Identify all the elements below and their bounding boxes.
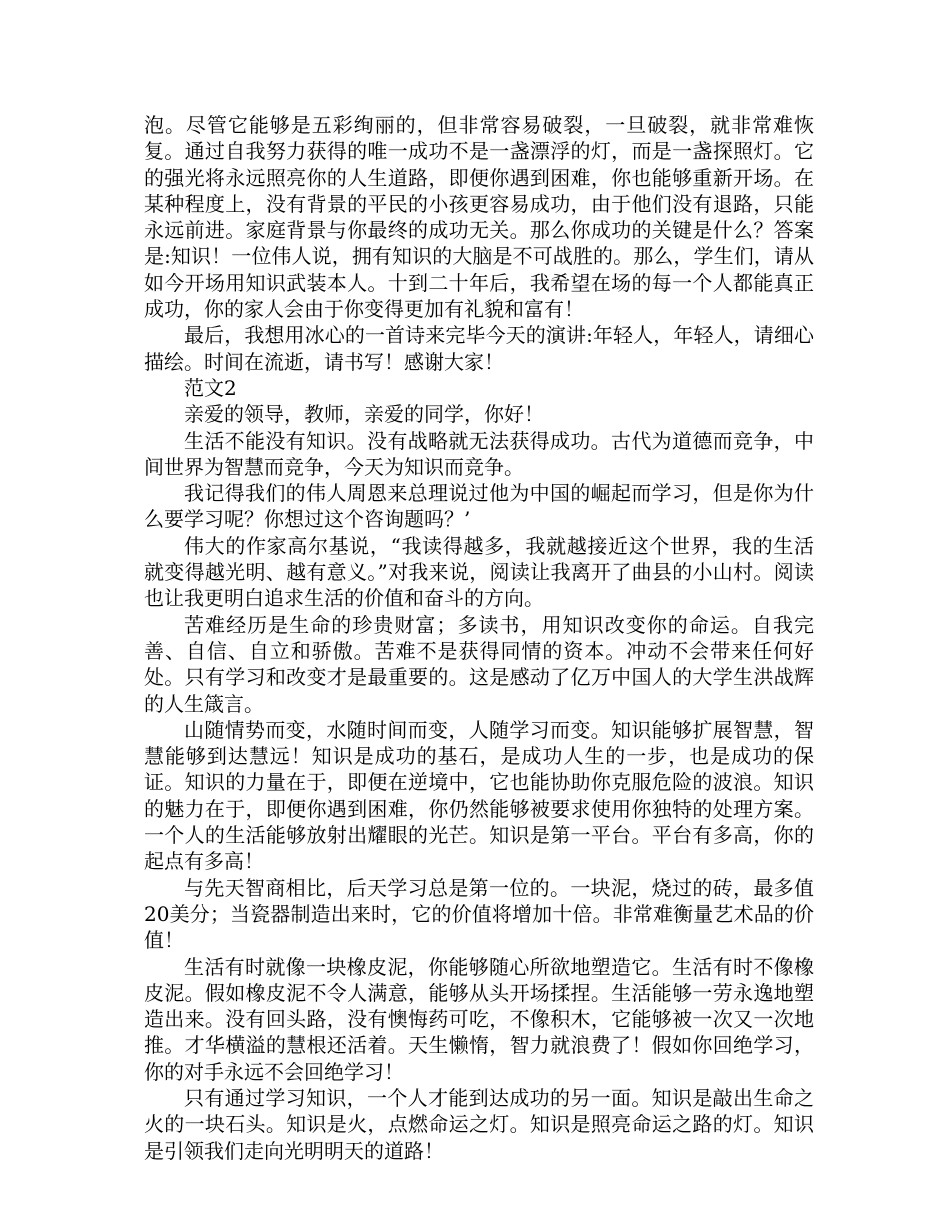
paragraph: 山随情势而变，水随时间而变，人随学习而变。知识能够扩展智慧，智慧能够到达慧远！知识是成功的基石，是成功人生的一步，也是成功的保证。知识的力量在于，即便在逆境中，它也能协助你克服危险的波浪。知识的魅力在于，即便你遇到困难，你仍然能够被要求使用你独特的处理方案。一个人的生活能够放射出耀眼的光芒。知识是第一平台。平台有多高，你的起点有多高！	[144, 717, 814, 874]
paragraph: 与先天智商相比，后天学习总是第一位的。一块泥，烧过的砖，最多值20美分；当瓷器制造出来时，它的价值将增加十倍。非常难衡量艺术品的价值！	[144, 875, 814, 953]
paragraph: 只有通过学习知识，一个人才能到达成功的另一面。知识是敲出生命之火的一块石头。知识是火，点燃命运之灯。知识是照亮命运之路的灯。知识是引领我们走向光明明天的道路！	[144, 1085, 814, 1163]
greeting: 亲爱的领导，教师，亲爱的同学，你好！	[184, 402, 544, 427]
document-body	[144, 112, 814, 1164]
paragraph: 生活有时就像一块橡皮泥，你能够随心所欲地塑造它。生活有时不像橡皮泥。假如橡皮泥不令人满意，能够从头开场揉捏。生活能够一劳永逸地塑造出来。没有回头路，没有懊悔药可吃，不像积木，它能够被一次又一次地推。才华横溢的慧根还活着。天生懒惰，智力就浪费了！假如你回绝学习，你的对手永远不会回绝学习！	[144, 954, 814, 1084]
paragraph: 伟大的作家高尔基说，“我读得越多，我就越接近这个世界，我的生活就变得越光明、越有意义。”对我来说，阅读让我离开了曲县的小山村。阅读也让我更明白追求生活的价值和奋斗的方向。	[144, 533, 814, 611]
paragraph: 泡。尽管它能够是五彩绚丽的，但非常容易破裂，一旦破裂，就非常难恢复。通过自我努力获得的唯一成功不是一盏漂浮的灯，而是一盏探照灯。它的强光将永远照亮你的人生道路，即便你遇到困难，你也能够重新开场。在某种程度上，没有背景的平民的小孩更容易成功，由于他们没有退路，只能永远前进。家庭背景与你最终的成功无关。那么你成功的关键是什么？答案是:知识！一位伟人说，拥有知识的大脑是不可战胜的。那么，学生们，请从如今开场用知识武装本人。十到二十年后，我希望在场的每一个人都能真正成功，你的家人会由于你变得更加有礼貌和富有！	[144, 113, 814, 322]
section-heading: 范文2	[184, 375, 237, 400]
paragraph: 生活不能没有知识。没有战略就无法获得成功。古代为道德而竞争，中间世界为智慧而竞争，今天为知识而竞争。	[144, 428, 814, 479]
paragraph: 最后，我想用冰心的一首诗来完毕今天的演讲:年轻人，年轻人，请细心描绘。时间在流逝，请书写！感谢大家！	[144, 323, 814, 374]
paragraph: 苦难经历是生命的珍贵财富；多读书，用知识改变你的命运。自我完善、自信、自立和骄傲。苦难不是获得同情的资本。冲动不会带来任何好处。只有学习和改变才是最重要的。这是感动了亿万中国人的大学生洪战辉的人生箴言。	[144, 612, 814, 716]
paragraph: 我记得我们的伟人周恩来总理说过他为中国的崛起而学习，但是你为什么要学习呢？你想过这个咨询题吗？’	[144, 481, 814, 532]
